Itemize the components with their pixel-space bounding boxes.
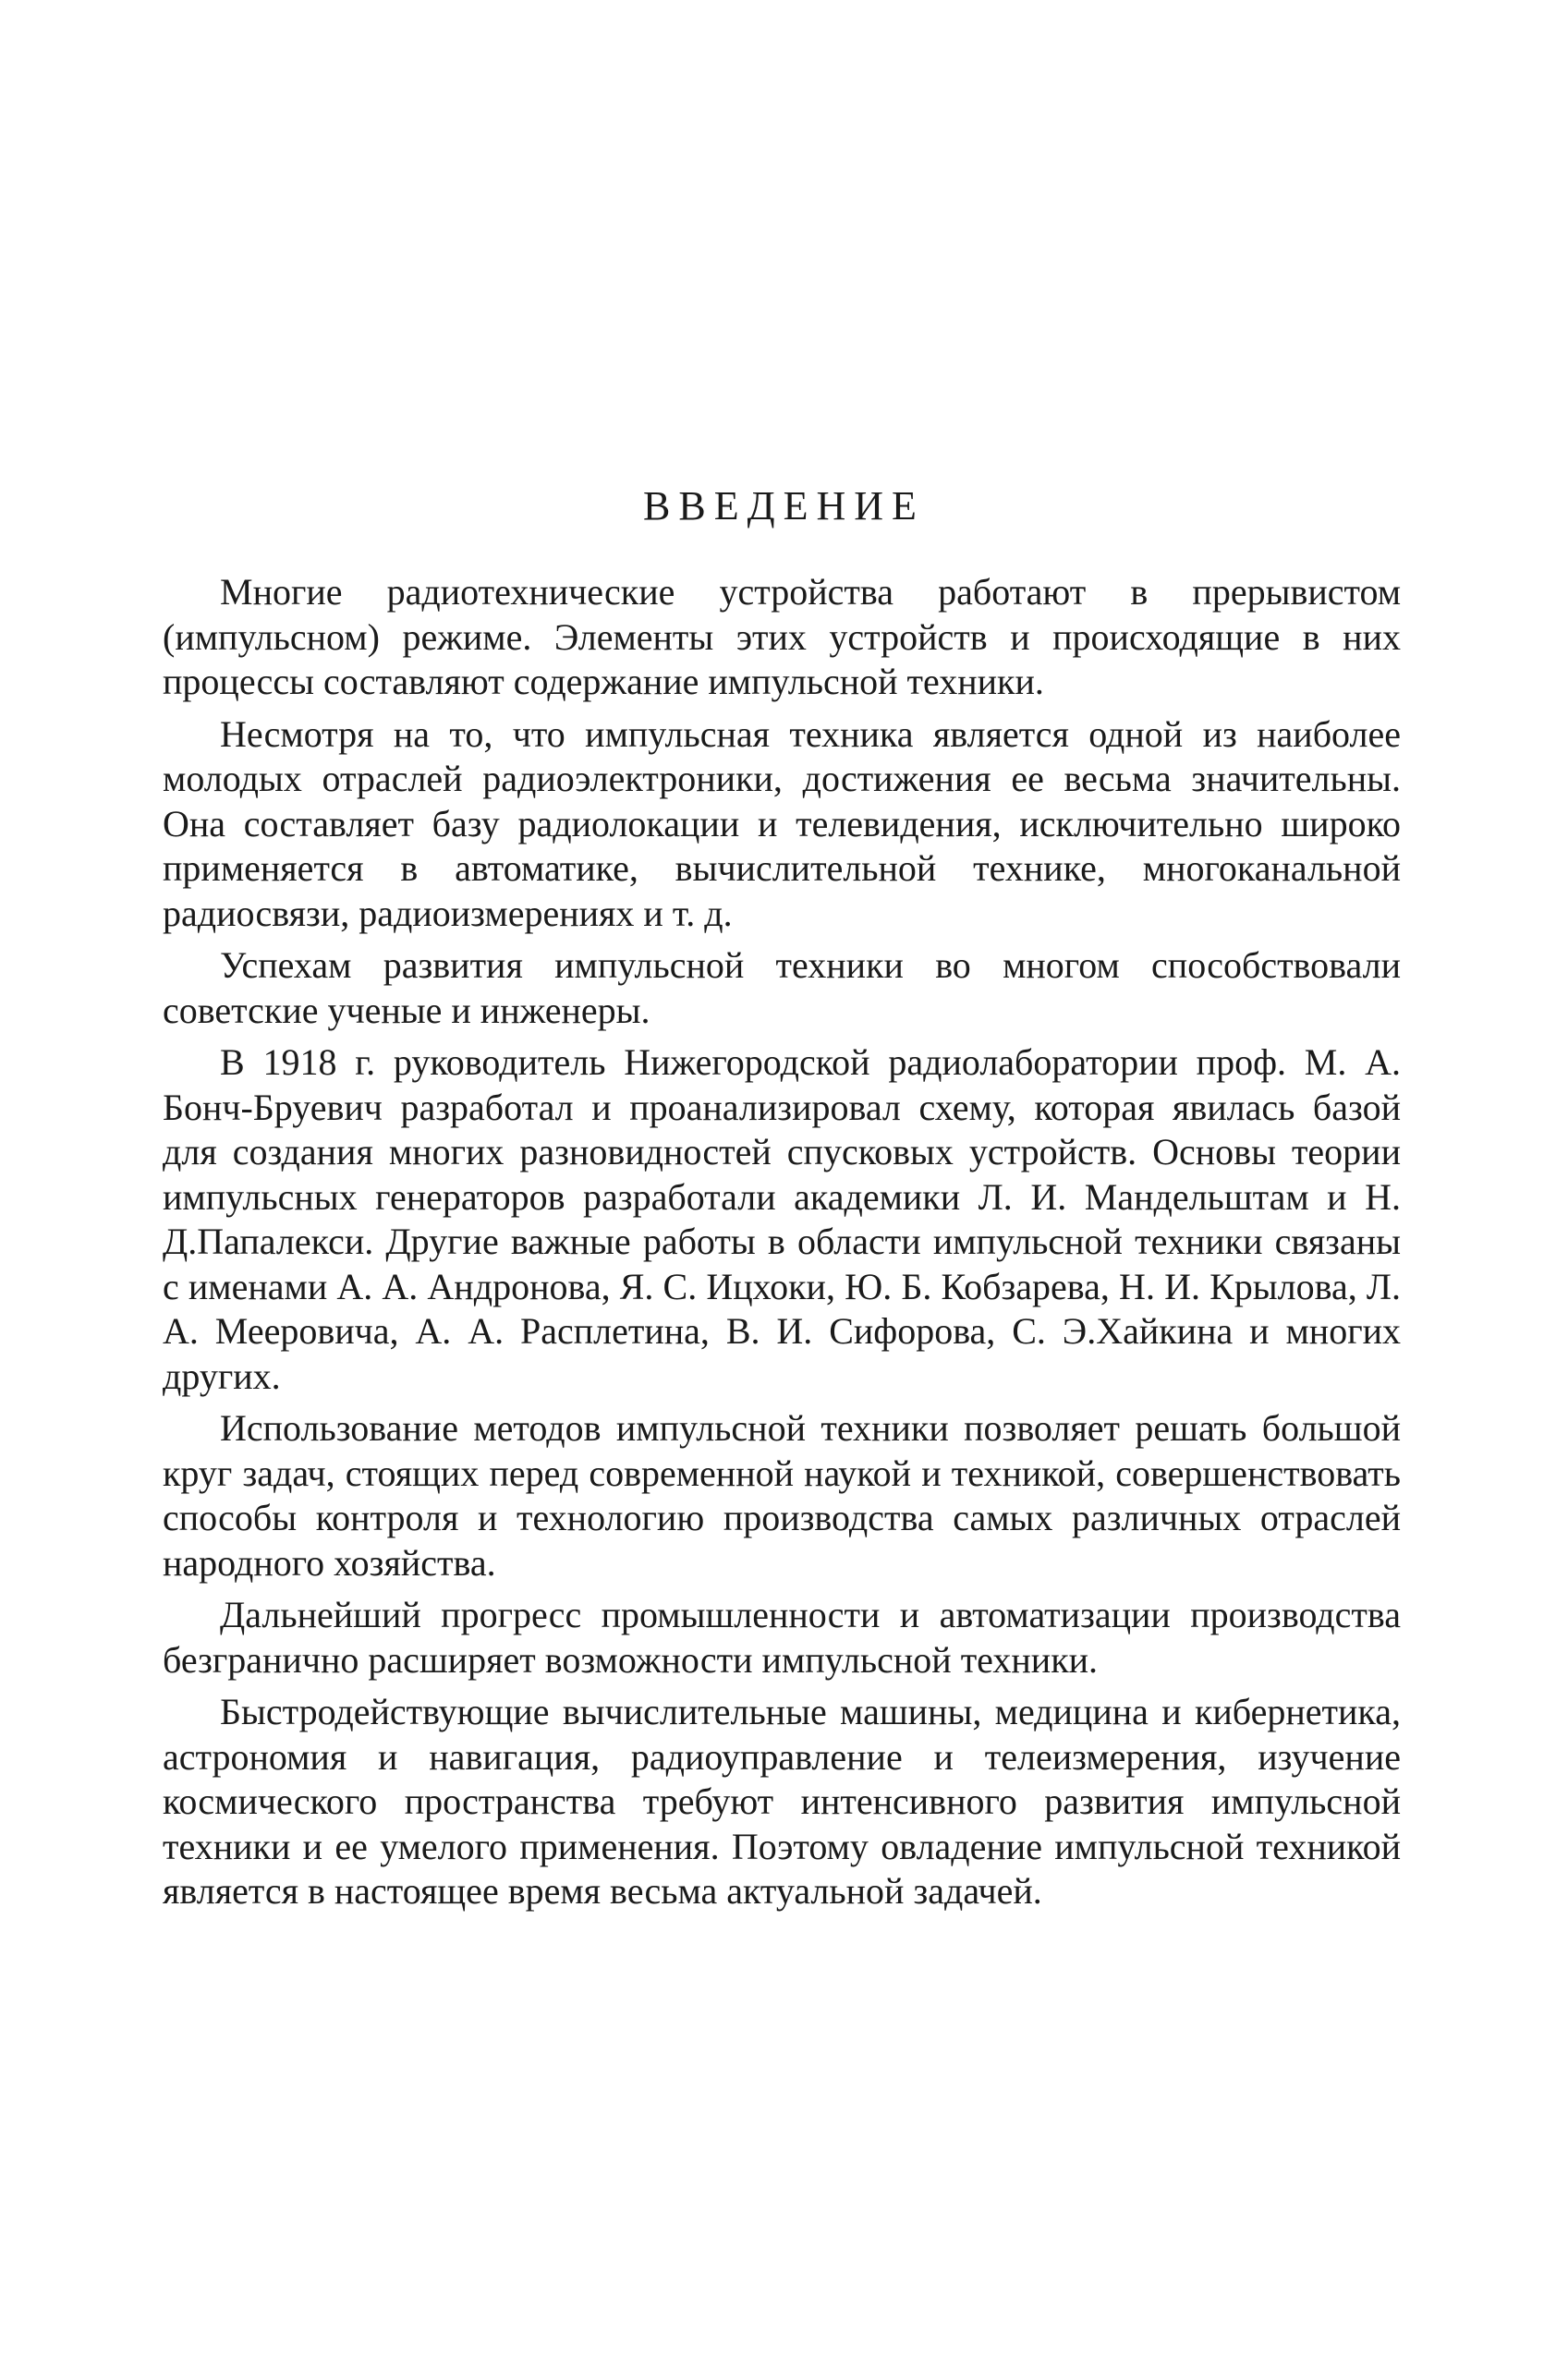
paragraph-applications: Использование методов импульсной техники позволяет решать большой круг задач, стоящих перед современной наукой и техникой, совершенствовать способы контроля и технологию производства самых различных отраслей народного хозяйства. [163,1407,1401,1584]
page-title: ВВЕДЕНИЕ [643,483,925,529]
paragraph-history: В 1918 г. руководитель Нижегородской радиолаборатории проф. М. А. Бонч-Бруевич разработал и проанализировал схему, которая явилась базой для создания многих разновидностей спусковых устройств. Основы теории импульсных генераторов разработали академики Л. И. Мандельштам и Н. Д.Папалекси. Другие важные работы в области импульсной техники связаны с именами А. А. Андронова, Я. С. Ицхоки, Ю. Б. Кобзарева, Н. И. Крылова, Л. А. Мееровича, А. А. Расплетина, В. И. Сифорова, С. Э.Хайкина и многих других. [163,1041,1401,1397]
paragraph-intro: Многие радиотехнические устройства работают в прерывистом (импульсном) режиме. Элементы этих устройств и происходящие в них процессы составляют содержание импульсной техники. [163,571,1401,702]
paragraph-soviet-scientists: Успехам развития импульсной техники во многом способствовали советские ученые и инженеры. [163,944,1401,1031]
body-text [163,570,1401,1922]
paragraph-progress: Дальнейший прогресс промышленности и автоматизации производства безгранично расширяет возможности импульсной техники. [163,1594,1401,1681]
paragraph-conclusion: Быстродействующие вычислительные машины, медицина и кибернетика, астрономия и навигация, радиоуправление и телеизмерения, изучение космического пространства требуют интенсивного развития импульсной техники и ее умелого применения. Поэтому овладение импульсной техникой является в настоящее время весьма актуальной задачей. [163,1691,1401,1912]
paragraph-significance: Несмотря на то, что импульсная техника является одной из наиболее молодых отраслей радиоэлектроники, достижения ее весьма значительны. Она составляет базу радиолокации и телевидения, исключительно широко применяется в автоматике, вычислительной технике, многоканальной радиосвязи, радиоизмерениях и т. д. [163,712,1401,934]
